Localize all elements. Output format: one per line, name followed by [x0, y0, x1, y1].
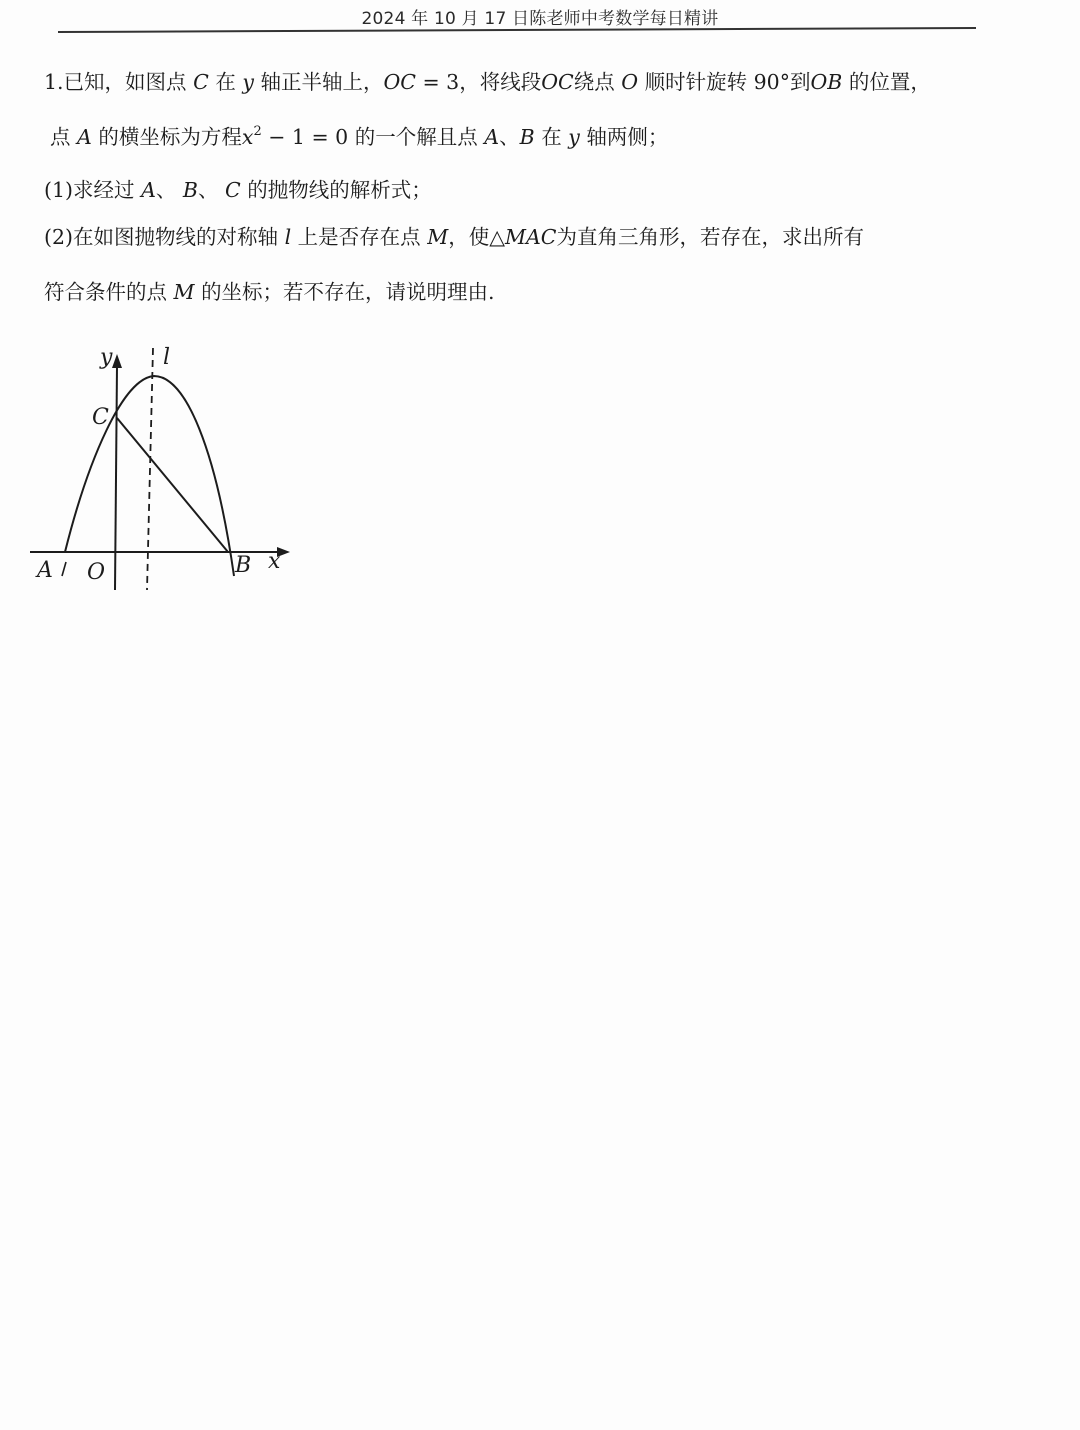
exponent: 2: [253, 124, 262, 139]
equation-x: x: [241, 125, 254, 149]
y-axis-arrow: [112, 354, 122, 368]
point-a-mark: [62, 562, 66, 576]
symmetry-axis-l: [147, 348, 153, 590]
parabola-diagram: [28, 340, 298, 595]
point-c: C: [193, 70, 209, 94]
question-part-2-continued: 符合条件的点 M 的坐标；若不存在，请说明理由.: [44, 280, 495, 304]
label-x: x: [268, 549, 281, 574]
problem-number: 1.: [44, 70, 64, 94]
problem-line-1: 1.已知，如图点 C 在 y 轴正半轴上，OC = 3，将线段OC绕点 O 顺时针旋转 90°到OB 的位置，: [44, 70, 931, 94]
axis-l: l: [284, 225, 292, 249]
segment-oc: OC: [383, 70, 416, 94]
label-o: O: [87, 560, 106, 585]
label-b: B: [235, 553, 252, 578]
label-l: l: [163, 345, 171, 370]
label-c: C: [92, 405, 109, 430]
problem-line-2: 点 A 的横坐标为方程$x^2 - 1 = 0$ 的一个解且点 A、B 在 y 轴两侧；: [50, 124, 669, 149]
parabola-curve: [65, 376, 234, 576]
triangle-mac: MAC: [504, 225, 557, 249]
point-m: M: [427, 225, 449, 249]
question-part-1: (1)求经过 A、 B、 C 的抛物线的解析式；: [44, 178, 432, 202]
segment-ob: OB: [810, 70, 843, 94]
geometry-figure: [28, 340, 298, 595]
y-axis: [115, 366, 117, 590]
label-a: A: [37, 558, 53, 583]
question-part-2: (2)在如图抛物线的对称轴 l 上是否存在点 M，使△MAC为直角三角形，若存在，求出所有: [44, 225, 864, 249]
segment-cb: [117, 418, 228, 552]
label-y: y: [100, 345, 113, 370]
page-header: 2024 年 10 月 17 日陈老师中考数学每日精讲: [361, 9, 719, 29]
